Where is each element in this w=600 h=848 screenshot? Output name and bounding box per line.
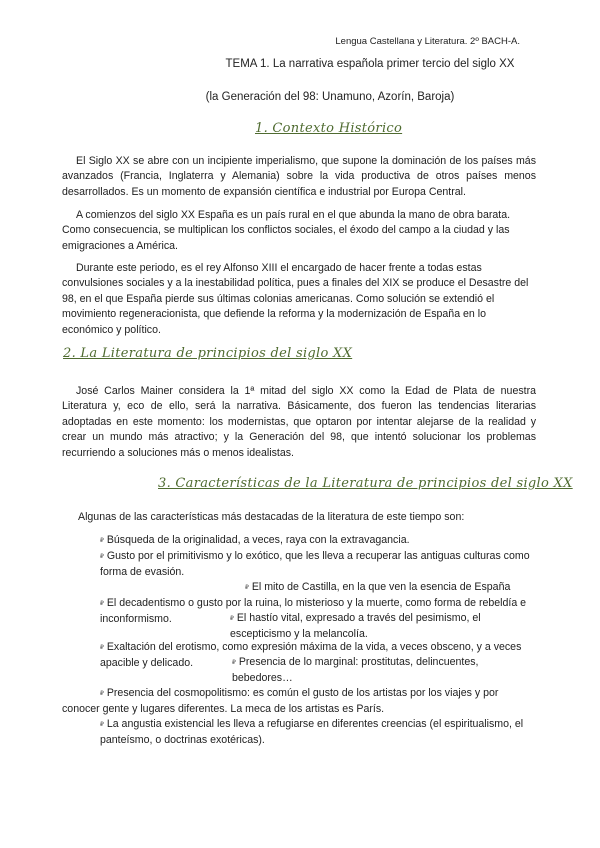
section-heading-2: 2. La Literatura de principios del siglo XX (63, 346, 353, 361)
bullet-icon: ₽ (230, 616, 234, 622)
page-header: Lengua Castellana y Literatura. 2º BACH-A. (335, 36, 520, 47)
document-subtitle: (la Generación del 98: Unamuno, Azorín, Baroja) (205, 91, 455, 103)
paragraph-2: A comienzos del siglo XX España es un país rural en el que abunda la mano de obra barata. Como consecuencia, se multiplican los conflictos sociales, el éxodo del campo a la ciudad y las emigraciones a América. (62, 209, 511, 252)
bullet-icon: ₽ (100, 722, 104, 728)
bullet-icon: ₽ (100, 645, 104, 651)
bullet-icon: ₽ (100, 554, 104, 560)
list-item: ₽ Presencia del cosmopolitismo: es común el gusto de los artistas por los viajes y por conocer gente y lugares diferentes. La meca de los artistas es París. (62, 687, 499, 716)
list-item: ₽ La angustia existencial les lleva a refugiarse en diferentes creencias (el espiritualismo, el panteísmo, o doctrinas exotéricas). (100, 718, 524, 747)
bullet-icon: ₽ (232, 660, 236, 666)
list-item: ₽ Búsqueda de la originalidad, a veces, raya con la extravagancia. (100, 534, 410, 546)
list-item: ₽ Exaltación del erotismo, como expresión máxima de la vida, a veces obsceno, y a veces apacible y delicado. (100, 641, 522, 670)
paragraph-1: El Siglo XX se abre con un incipiente imperialismo, que supone la dominación de los países más avanzados (Francia, Inglaterra y Alemania) sobre la vida productiva de otros países menos desarrollados. Es un momento de expansión científica e industrial por Europa Central. (62, 155, 536, 198)
paragraph-3: Durante este periodo, es el rey Alfonso XIII el encargado de hacer frente a todas estas convulsiones sociales y a la inestabilidad política, pues a finales del XIX se produce el Desastre del 98, en el que España pierde sus últimas colonias americanas. Como solución se extendió el movimiento regeneracionista, que defiende la reforma y la modernización de España en lo económico y político. (62, 262, 529, 336)
list-item: ₽ El hastío vital, expresado a través del pesimismo, el escepticismo y la melancolía. (230, 612, 481, 641)
section-heading-1: 1. Contexto Histórico (255, 121, 403, 136)
list-item: ₽ El mito de Castilla, en la que ven la esencia de España (245, 581, 511, 593)
bullet-icon: ₽ (100, 601, 104, 607)
paragraph-4: José Carlos Mainer considera la 1ª mitad del siglo XX como la Edad de Plata de nuestra Literatura y, eco de ello, será la narrativa. Básicamente, dos fueron las tendencias literarias adoptadas en este momento: los modernistas, que optaron por intentar alejarse de la realidad y crear un mundo más atractivo; y la Generación del 98, que intentó solucionar los problemas recurriendo a soluciones más o menos idealistas. (62, 385, 536, 459)
document-title: TEMA 1. La narrativa española primer tercio del siglo XX (225, 58, 515, 70)
list-item: ₽ Gusto por el primitivismo y lo exótico, que les lleva a recuperar las antiguas culturas como forma de evasión. (100, 550, 530, 579)
bullet-icon: ₽ (100, 691, 104, 697)
paragraph-5: Algunas de las características más destacadas de la literatura de este tiempo son: (78, 511, 465, 523)
section-heading-3: 3. Características de la Literatura de principios del siglo XX (158, 476, 573, 491)
list-item: ₽ Presencia de lo marginal: prostitutas, delincuentes, bebedores… (232, 656, 479, 685)
bullet-icon: ₽ (245, 585, 249, 591)
list-item: ₽ El decadentismo o gusto por la ruina, lo misterioso y la muerte, como forma de rebeldía e inconformismo. (100, 597, 527, 626)
bullet-icon: ₽ (100, 538, 104, 544)
